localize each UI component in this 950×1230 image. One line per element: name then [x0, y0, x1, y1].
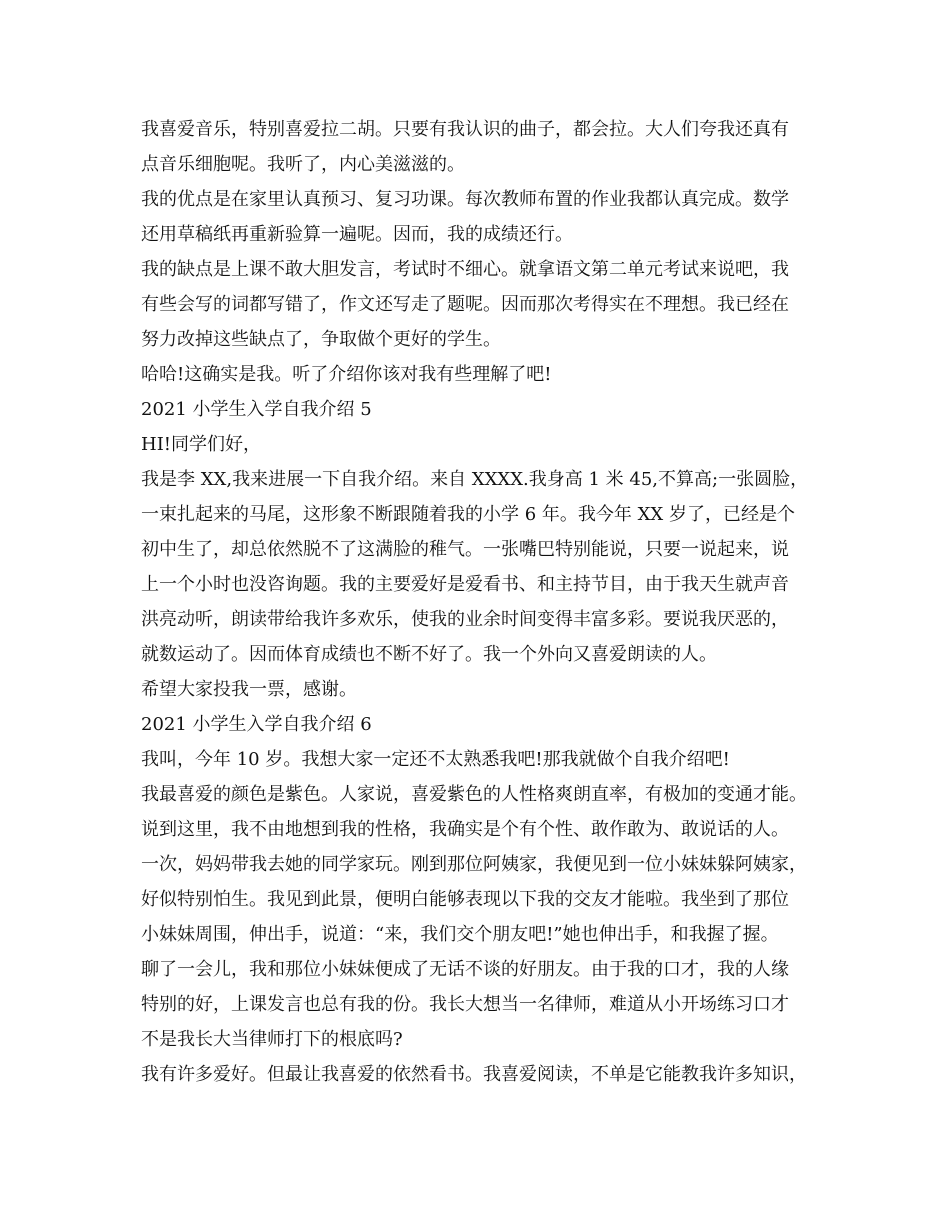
- text-line: 上一个小时也没咨询题。我的主要爱好是爱看书、和主持节目，由于我天生就声音: [141, 574, 789, 595]
- text-line: 我喜爱音乐，特别喜爱拉二胡。只要有我认识的曲子，都会拉。大人们夸我还真有: [141, 119, 789, 140]
- section-heading: 2021 小学生入学自我介绍 5: [141, 399, 372, 420]
- text-line: 希望大家投我一票，感谢。: [141, 679, 357, 700]
- text-line: HI!同学们好，: [141, 434, 262, 455]
- text-line: 我最喜爱的颜色是紫色。人家说，喜爱紫色的人性格爽朗直率，有极加的变通才能。: [141, 784, 807, 805]
- text-line: 我的缺点是上课不敢大胆发言，考试时不细心。就拿语文第二单元考试来说吧，我: [141, 259, 789, 280]
- text-line: 哈哈!这确实是我。听了介绍你该对我有些理解了吧!: [141, 364, 552, 385]
- text-line: 点音乐细胞呢。我听了，内心美滋滋的。: [141, 154, 465, 175]
- text-line: 我是李 XX,我来进展一下自我介绍。来自 XXXX.我身高 1 米 45,不算高;一张圆脸，: [141, 469, 809, 490]
- text-line: 我有许多爱好。但最让我喜爱的依然看书。我喜爱阅读，不单是它能教我许多知识，: [141, 1064, 807, 1085]
- text-line: 聊了一会儿，我和那位小妹妹便成了无话不谈的好朋友。由于我的口才，我的人缘: [141, 959, 789, 980]
- text-line: 我叫，今年 10 岁。我想大家一定还不太熟悉我吧!那我就做个自我介绍吧!: [141, 749, 730, 770]
- text-line: 好似特别怕生。我见到此景，便明白能够表现以下我的交友才能啦。我坐到了那位: [141, 889, 789, 910]
- text-line: 有些会写的词都写错了，作文还写走了题呢。因而那次考得实在不理想。我已经在: [141, 294, 789, 315]
- text-line: 小妹妹周围，伸出手，说道：“来，我们交个朋友吧!”她也伸出手，和我握了握。: [141, 924, 779, 945]
- text-line: 洪亮动听，朗读带给我许多欢乐，使我的业余时间变得丰富多彩。要说我厌恶的，: [141, 609, 789, 630]
- section-heading: 2021 小学生入学自我介绍 6: [141, 714, 372, 735]
- text-line: 努力改掉这些缺点了，争取做个更好的学生。: [141, 329, 501, 350]
- text-line: 一束扎起来的马尾，这形象不断跟随着我的小学 6 年。我今年 XX 岁了，已经是个: [141, 504, 795, 525]
- text-line: 说到这里，我不由地想到我的性格，我确实是个有个性、敢作敢为、敢说话的人。: [141, 819, 789, 840]
- text-line: 一次，妈妈带我去她的同学家玩。刚到那位阿姨家，我便见到一位小妹妹躲阿姨家，: [141, 854, 807, 875]
- text-line: 特别的好，上课发言也总有我的份。我长大想当一名律师，难道从小开场练习口才: [141, 994, 789, 1015]
- text-line: 就数运动了。因而体育成绩也不断不好了。我一个外向又喜爱朗读的人。: [141, 644, 717, 665]
- text-line: 还用草稿纸再重新验算一遍呢。因而，我的成绩还行。: [141, 224, 573, 245]
- text-line: 不是我长大当律师打下的根底吗?: [141, 1029, 403, 1050]
- text-line: 初中生了，却总依然脱不了这满脸的稚气。一张嘴巴特别能说，只要一说起来，说: [141, 539, 789, 560]
- text-line: 我的优点是在家里认真预习、复习功课。每次教师布置的作业我都认真完成。数学: [141, 189, 789, 210]
